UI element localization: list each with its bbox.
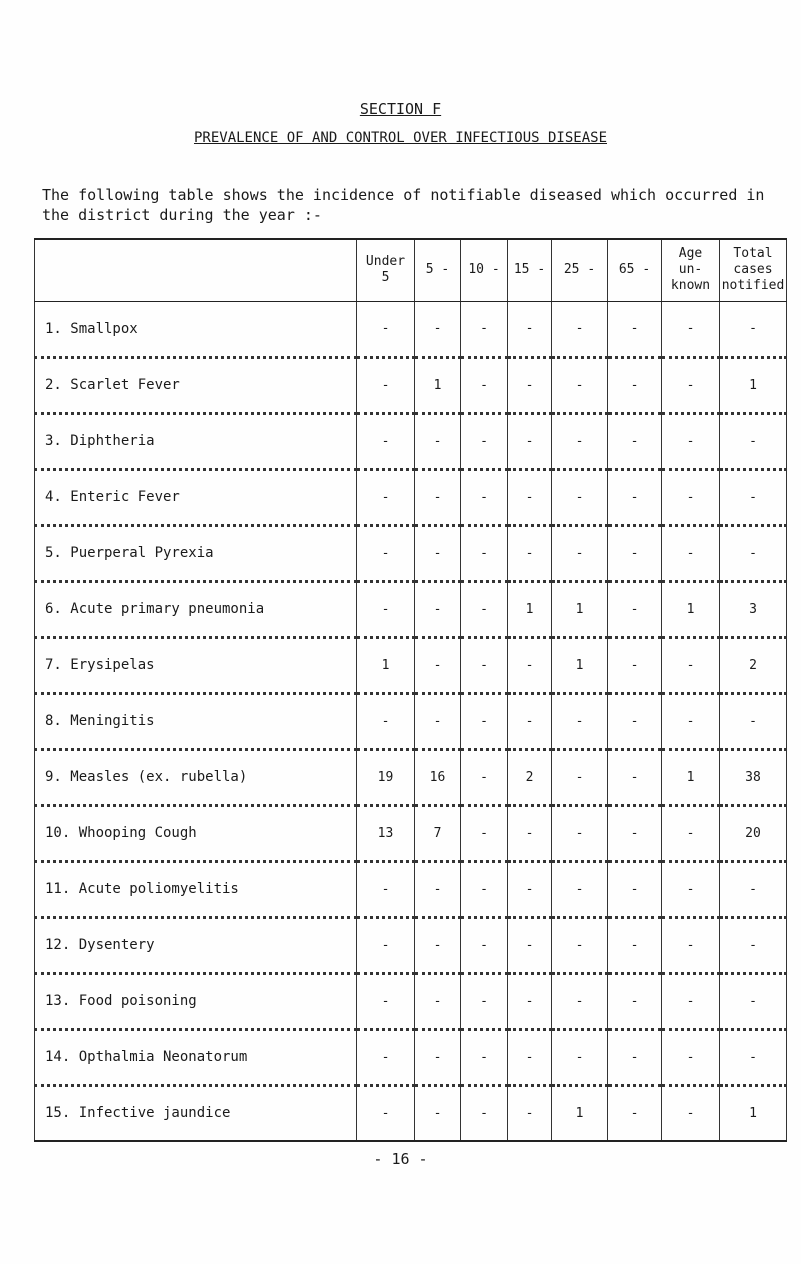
count-cell: - [608,413,662,469]
count-cell: 1 [552,637,608,693]
count-cell: - [720,469,787,525]
disease-name-cell: 6. Acute primary pneumonia [35,581,357,637]
count-cell: - [552,1029,608,1085]
count-cell: - [720,301,787,357]
section-title: SECTION F [359,100,442,118]
count-cell: - [508,357,552,413]
disease-name-cell: 7. Erysipelas [35,637,357,693]
column-header [720,239,787,301]
disease-name-cell: 5. Puerperal Pyrexia [35,525,357,581]
disease-name-cell: 11. Acute poliomyelitis [35,861,357,917]
count-cell: - [662,1029,720,1085]
count-cell: - [461,301,508,357]
count-cell: - [508,973,552,1029]
count-cell: - [552,469,608,525]
count-cell: 1 [720,357,787,413]
count-cell: - [608,973,662,1029]
count-cell: - [415,637,461,693]
column-header-line: known [670,278,711,294]
count-cell: - [415,693,461,749]
count-cell: - [552,357,608,413]
count-cell: - [608,917,662,973]
table-row [35,861,787,917]
count-cell: - [461,413,508,469]
count-cell: - [461,693,508,749]
count-cell: - [415,581,461,637]
count-cell: - [608,1029,662,1085]
count-cell: - [508,525,552,581]
table-row [35,1029,787,1085]
count-cell: 2 [720,637,787,693]
disease-name-cell: 9. Measles (ex. rubella) [35,749,357,805]
intro-paragraph: The following table shows the incidence of notifiable diseased which occurred in the district during the year :- [42,186,765,224]
count-cell: 13 [357,805,415,861]
count-cell: - [415,973,461,1029]
count-cell: - [357,357,415,413]
count-cell: 1 [552,581,608,637]
count-cell: - [415,1029,461,1085]
count-cell: - [461,805,508,861]
column-header-line: Total [733,246,773,262]
count-cell: - [662,973,720,1029]
count-cell: - [720,693,787,749]
count-cell: - [608,581,662,637]
count-cell: - [415,525,461,581]
count-cell: - [608,469,662,525]
count-cell: 1 [720,1085,787,1141]
count-cell: - [662,357,720,413]
table-header-row [35,239,787,301]
count-cell: - [357,1029,415,1085]
count-cell: - [662,469,720,525]
count-cell: - [608,357,662,413]
count-cell: - [720,973,787,1029]
disease-name-cell: 3. Diphtheria [35,413,357,469]
count-cell: - [461,637,508,693]
disease-name-cell: 10. Whooping Cough [35,805,357,861]
count-cell: 16 [415,749,461,805]
column-header [552,239,608,301]
count-cell: - [608,301,662,357]
disease-name-cell: 2. Scarlet Fever [35,357,357,413]
disease-name-cell: 15. Infective jaundice [35,1085,357,1141]
count-cell: - [357,917,415,973]
count-cell: - [415,301,461,357]
count-cell: - [662,301,720,357]
count-cell: - [357,693,415,749]
count-cell: - [461,1085,508,1141]
count-cell: - [552,973,608,1029]
count-cell: - [461,1029,508,1085]
count-cell: - [552,301,608,357]
count-cell: - [552,861,608,917]
table-row [35,413,787,469]
column-header [415,239,461,301]
count-cell: - [552,693,608,749]
count-cell: - [720,413,787,469]
disease-column-header [35,239,357,301]
table-row [35,805,787,861]
table-row [35,1085,787,1141]
count-cell: 19 [357,749,415,805]
page-heading: PREVALENCE OF AND CONTROL OVER INFECTIOUS DISEASE [193,130,607,146]
count-cell: 7 [415,805,461,861]
count-cell: - [461,525,508,581]
count-cell: - [357,1085,415,1141]
count-cell: - [508,861,552,917]
count-cell: - [662,1085,720,1141]
count-cell: - [357,973,415,1029]
count-cell: - [508,1085,552,1141]
count-cell: - [608,749,662,805]
table-row [35,357,787,413]
count-cell: - [552,805,608,861]
page-number: - 16 - [373,1150,428,1168]
count-cell: - [461,861,508,917]
column-header-line: Age [678,246,703,262]
column-header-line: 15 - [513,262,546,278]
column-header-line: 5 [381,270,390,286]
disease-name-cell: 14. Opthalmia Neonatorum [35,1029,357,1085]
count-cell: - [662,861,720,917]
count-cell: - [608,1085,662,1141]
table-row [35,301,787,357]
column-header [461,239,508,301]
count-cell: 2 [508,749,552,805]
count-cell: - [720,861,787,917]
count-cell: - [508,917,552,973]
count-cell: - [415,413,461,469]
count-cell: 1 [662,581,720,637]
count-cell: 20 [720,805,787,861]
table-row [35,749,787,805]
count-cell: - [461,917,508,973]
column-header-line: 10 - [468,262,500,278]
disease-name-cell: 4. Enteric Fever [35,469,357,525]
count-cell: - [552,917,608,973]
count-cell: - [508,301,552,357]
count-cell: - [608,525,662,581]
count-cell: - [508,693,552,749]
disease-name-cell: 8. Meningitis [35,693,357,749]
column-header [662,239,720,301]
count-cell: 1 [357,637,415,693]
count-cell: - [662,917,720,973]
count-cell: - [608,861,662,917]
disease-name-cell: 13. Food poisoning [35,973,357,1029]
count-cell: - [357,861,415,917]
count-cell: - [662,413,720,469]
count-cell: - [461,357,508,413]
table-row [35,693,787,749]
count-cell: 1 [662,749,720,805]
count-cell: 38 [720,749,787,805]
count-cell: - [552,749,608,805]
count-cell: - [552,413,608,469]
count-cell: - [552,525,608,581]
count-cell: - [608,805,662,861]
count-cell: - [461,749,508,805]
count-cell: - [461,581,508,637]
count-cell: - [508,469,552,525]
count-cell: - [357,581,415,637]
count-cell: - [662,805,720,861]
column-header [608,239,662,301]
column-header [357,239,415,301]
count-cell: - [662,637,720,693]
count-cell: - [357,413,415,469]
count-cell: - [415,861,461,917]
count-cell: 1 [552,1085,608,1141]
table-row [35,581,787,637]
column-header-line: 5 - [425,262,450,278]
count-cell: - [415,1085,461,1141]
column-header-line: Under [365,254,406,270]
column-header-line: 65 - [618,262,651,278]
count-cell: - [415,469,461,525]
table-row [35,525,787,581]
table-row [35,637,787,693]
table-row [35,917,787,973]
count-cell: - [720,525,787,581]
count-cell: - [508,413,552,469]
count-cell: - [720,1029,787,1085]
count-cell: 1 [508,581,552,637]
count-cell: 3 [720,581,787,637]
disease-name-cell: 1. Smallpox [35,301,357,357]
column-header-line: 25 - [563,262,596,278]
count-cell: - [508,805,552,861]
column-header [508,239,552,301]
table-row [35,469,787,525]
table-row [35,973,787,1029]
count-cell: - [662,525,720,581]
count-cell: - [357,469,415,525]
count-cell: - [415,917,461,973]
count-cell: - [357,301,415,357]
count-cell: - [461,469,508,525]
count-cell: - [508,637,552,693]
count-cell: - [357,525,415,581]
disease-table [34,238,787,1142]
count-cell: - [720,917,787,973]
count-cell: - [608,637,662,693]
count-cell: - [608,693,662,749]
count-cell: - [461,973,508,1029]
count-cell: - [508,1029,552,1085]
count-cell: - [662,693,720,749]
column-header-line: cases [733,262,773,278]
column-header-line: notified [721,278,785,294]
count-cell: 1 [415,357,461,413]
disease-name-cell: 12. Dysentery [35,917,357,973]
column-header-line: un- [678,262,703,278]
